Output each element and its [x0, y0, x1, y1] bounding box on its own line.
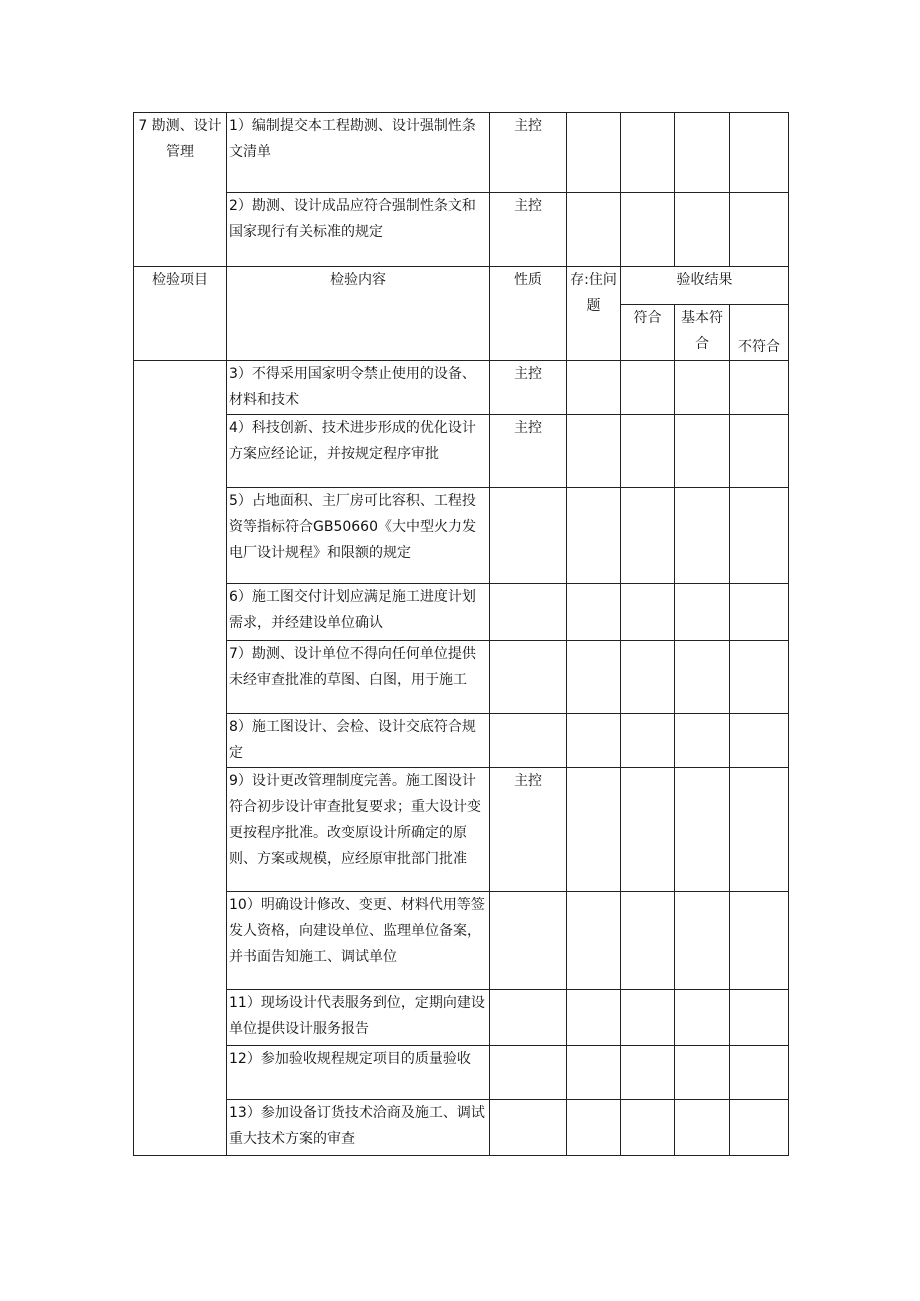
- basic-conform-cell[interactable]: [675, 1046, 730, 1100]
- not-conform-cell[interactable]: [730, 768, 789, 892]
- section-item-cell: [134, 113, 227, 267]
- conform-cell[interactable]: [621, 768, 675, 892]
- content-cell: 4）科技创新、技术进步形成的优化设计方案应经论证，并按规定程序审批: [227, 415, 490, 488]
- conform-cell[interactable]: [621, 1046, 675, 1100]
- conform-cell[interactable]: [621, 113, 675, 193]
- not-conform-cell[interactable]: [730, 641, 789, 714]
- content-cell: 7）勘测、设计单位不得向任何单位提供未经审查批准的草图、白图，用于施工: [227, 641, 490, 714]
- nature-cell: 主控: [490, 768, 567, 892]
- nature-cell: [490, 892, 567, 990]
- basic-conform-cell[interactable]: [675, 415, 730, 488]
- not-conform-cell[interactable]: [730, 361, 789, 415]
- content-cell: 2）勘测、设计成品应符合强制性条文和国家现行有关标准的规定: [227, 193, 490, 267]
- content-cell: 8）施工图设计、会检、设计交底符合规定: [227, 714, 490, 768]
- not-conform-cell[interactable]: [730, 193, 789, 267]
- header-basic-conform: 基本符合: [675, 305, 730, 361]
- header-nature: 性质: [490, 267, 567, 361]
- nature-cell: [490, 1100, 567, 1156]
- content-cell: 10）明确设计修改、变更、材料代用等签发人资格，向建设单位、监理单位备案，并书面告知施工、调试单位: [227, 892, 490, 990]
- nature-cell: [490, 990, 567, 1046]
- nature-cell: 主控: [490, 361, 567, 415]
- conform-cell[interactable]: [621, 1100, 675, 1156]
- issues-cell[interactable]: [567, 488, 621, 584]
- basic-conform-cell[interactable]: [675, 193, 730, 267]
- issues-cell[interactable]: [567, 361, 621, 415]
- conform-cell[interactable]: [621, 641, 675, 714]
- section-item-empty-cell: [134, 361, 227, 1156]
- table-row: [134, 584, 789, 641]
- issues-cell[interactable]: [567, 1046, 621, 1100]
- nature-cell: 主控: [490, 415, 567, 488]
- content-cell: 11）现场设计代表服务到位，定期向建设单位提供设计服务报告: [227, 990, 490, 1046]
- table-row: [134, 990, 789, 1046]
- not-conform-cell[interactable]: [730, 1100, 789, 1156]
- header-item: 检验项目: [134, 267, 227, 361]
- nature-cell: [490, 1046, 567, 1100]
- not-conform-cell[interactable]: [730, 415, 789, 488]
- table-row: [134, 714, 789, 768]
- header-issues: 存:住问题: [567, 267, 621, 361]
- table-row: [134, 641, 789, 714]
- header-not-conform: 不符合: [730, 305, 789, 361]
- table-row: [134, 1100, 789, 1156]
- basic-conform-cell[interactable]: [675, 113, 730, 193]
- header-row: [134, 267, 789, 305]
- conform-cell[interactable]: [621, 488, 675, 584]
- conform-cell[interactable]: [621, 193, 675, 267]
- table-row: [134, 113, 789, 193]
- header-result: 验收结果: [621, 267, 789, 305]
- table-row: [134, 361, 789, 415]
- nature-cell: 主控: [490, 113, 567, 193]
- conform-cell[interactable]: [621, 990, 675, 1046]
- table-row: [134, 768, 789, 892]
- conform-cell[interactable]: [621, 714, 675, 768]
- content-cell: 12）参加验收规程规定项目的质量验收: [227, 1046, 490, 1100]
- basic-conform-cell[interactable]: [675, 361, 730, 415]
- issues-cell[interactable]: [567, 768, 621, 892]
- conform-cell[interactable]: [621, 415, 675, 488]
- not-conform-cell[interactable]: [730, 1046, 789, 1100]
- content-cell: 6）施工图交付计划应满足施工进度计划需求，并经建设单位确认: [227, 584, 490, 641]
- content-cell: 1）编制提交本工程勘测、设计强制性条文清单: [227, 113, 490, 193]
- section-item-label: 7 勘测、设计管理: [138, 118, 222, 160]
- not-conform-cell[interactable]: [730, 488, 789, 584]
- table-row: [134, 488, 789, 584]
- content-cell: 5）占地面积、主厂房可比容积、工程投资等指标符合GB50660《大中型火力发电厂设计规程》和限额的规定: [227, 488, 490, 584]
- nature-cell: 主控: [490, 193, 567, 267]
- table-row: [134, 1046, 789, 1100]
- nature-cell: [490, 584, 567, 641]
- conform-cell[interactable]: [621, 892, 675, 990]
- issues-cell[interactable]: [567, 193, 621, 267]
- issues-cell[interactable]: [567, 990, 621, 1046]
- content-cell: 3）不得采用国家明令禁止使用的设备、材料和技术: [227, 361, 490, 415]
- header-content: 检验内容: [227, 267, 490, 361]
- not-conform-cell[interactable]: [730, 584, 789, 641]
- not-conform-cell[interactable]: [730, 892, 789, 990]
- basic-conform-cell[interactable]: [675, 768, 730, 892]
- basic-conform-cell[interactable]: [675, 892, 730, 990]
- basic-conform-cell[interactable]: [675, 990, 730, 1046]
- issues-cell[interactable]: [567, 714, 621, 768]
- basic-conform-cell[interactable]: [675, 641, 730, 714]
- issues-cell[interactable]: [567, 892, 621, 990]
- content-cell: 9）设计更改管理制度完善。施工图设计符合初步设计审查批复要求；重大设计变更按程序批准。改变原设计所确定的原则、方案或规模，应经原审批部门批准: [227, 768, 490, 892]
- table-row: [134, 415, 789, 488]
- basic-conform-cell[interactable]: [675, 488, 730, 584]
- table-row: [134, 193, 789, 267]
- header-conform: 符合: [621, 305, 675, 361]
- not-conform-cell[interactable]: [730, 113, 789, 193]
- issues-cell[interactable]: [567, 641, 621, 714]
- conform-cell[interactable]: [621, 361, 675, 415]
- basic-conform-cell[interactable]: [675, 714, 730, 768]
- nature-cell: [490, 488, 567, 584]
- not-conform-cell[interactable]: [730, 714, 789, 768]
- issues-cell[interactable]: [567, 1100, 621, 1156]
- nature-cell: [490, 714, 567, 768]
- issues-cell[interactable]: [567, 584, 621, 641]
- basic-conform-cell[interactable]: [675, 584, 730, 641]
- nature-cell: [490, 641, 567, 714]
- not-conform-cell[interactable]: [730, 990, 789, 1046]
- content-cell: 13）参加设备订货技术洽商及施工、调试重大技术方案的审查: [227, 1100, 490, 1156]
- conform-cell[interactable]: [621, 584, 675, 641]
- table-row: [134, 892, 789, 990]
- issues-cell[interactable]: [567, 113, 621, 193]
- basic-conform-cell[interactable]: [675, 1100, 730, 1156]
- issues-cell[interactable]: [567, 415, 621, 488]
- acceptance-table: [133, 112, 789, 1156]
